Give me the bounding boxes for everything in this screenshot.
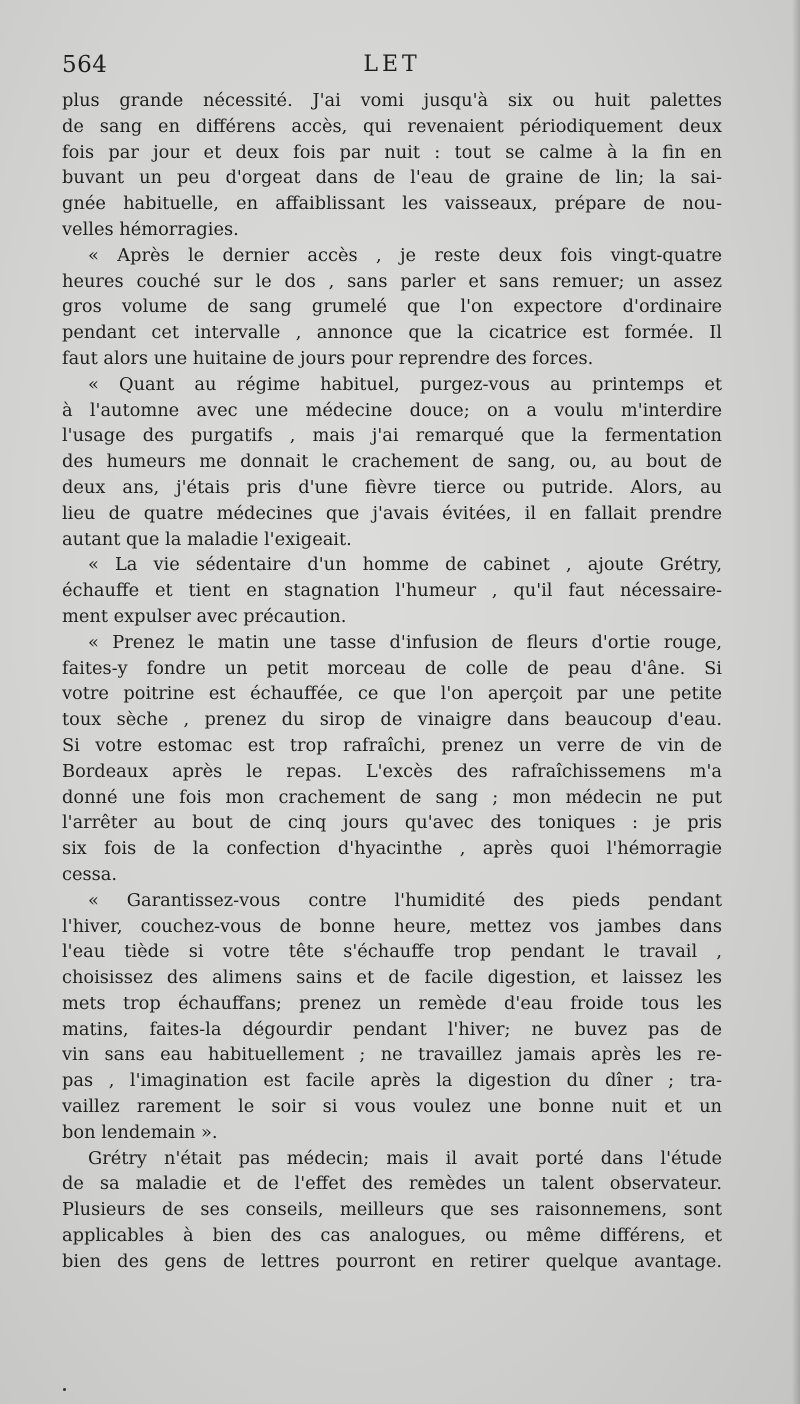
text-line: bon lendemain ».	[62, 1121, 218, 1143]
body-text	[62, 88, 722, 1275]
text-line: toux sèche , prenez du sirop de vinaigre dans beaucoup d'eau.	[62, 709, 722, 731]
text-line: l'eau tiède si votre tête s'échauffe trop pendant le travail ,	[62, 941, 722, 963]
text-line: votre poitrine est échauffée, ce que l'on aperçoit par une petite	[62, 683, 722, 705]
text-line: vin sans eau habituellement ; ne travaillez jamais après les re-	[62, 1044, 722, 1066]
ink-speck	[63, 1388, 66, 1391]
text-line: Si votre estomac est trop rafraîchi, prenez un verre de vin de	[62, 734, 722, 756]
text-line: « Après le dernier accès , je reste deux fois vingt-quatre	[88, 244, 722, 266]
text-line: applicables à bien des cas analogues, ou même différens, et	[62, 1225, 722, 1247]
text-line: fois par jour et deux fois par nuit : tout se calme à la fin en	[62, 141, 722, 163]
text-line: bien des gens de lettres pourront en retirer quelque avantage.	[62, 1250, 722, 1272]
text-line: six fois de la confection d'hyacinthe , après quoi l'hémorragie	[62, 838, 722, 860]
text-line: Grétry n'était pas médecin; mais il avait porté dans l'étude	[88, 1147, 722, 1169]
text-line: lieu de quatre médecines que j'avais évitées, il en fallait prendre	[62, 502, 722, 524]
text-line: vaillez rarement le soir si vous voulez une bonne nuit et un	[62, 1096, 722, 1118]
page-number: 564	[62, 52, 108, 78]
text-line: plus grande nécessité. J'ai vomi jusqu'à six ou huit palettes	[62, 90, 722, 111]
text-line: heures couché sur le dos , sans parler et sans remuer; un assez	[62, 270, 722, 292]
text-line: donné une fois mon crachement de sang ; mon médecin ne put	[62, 786, 722, 808]
text-line: faut alors une huitaine de jours pour reprendre des forces.	[62, 347, 594, 369]
page-header	[62, 52, 722, 86]
text-line: buvant un peu d'orgeat dans de l'eau de graine de lin; la sai-	[62, 167, 722, 189]
text-line: l'hiver, couchez-vous de bonne heure, mettez vos jambes dans	[62, 915, 722, 937]
text-line: de sa maladie et de l'effet des remèdes un talent observateur.	[62, 1173, 722, 1195]
text-line: « Quant au régime habituel, purgez-vous au printemps et	[88, 373, 722, 395]
text-line: l'usage des purgatifs , mais j'ai remarqué que la fermentation	[62, 425, 722, 447]
text-line: des humeurs me donnait le crachement de sang, ou, au bout de	[62, 451, 722, 473]
text-line: « La vie sédentaire d'un homme de cabinet , ajoute Grétry,	[88, 554, 722, 576]
text-line: Bordeaux après le repas. L'excès des rafraîchissemens m'a	[62, 760, 722, 782]
text-line: autant que la maladie l'exigeait.	[62, 528, 352, 550]
text-line: matins, faites-la dégourdir pendant l'hiver; ne buvez pas de	[62, 1018, 722, 1040]
text-line: cessa.	[62, 863, 117, 885]
text-line: « Garantissez-vous contre l'humidité des pieds pendant	[88, 889, 722, 911]
text-line: mets trop échauffans; prenez un remède d'eau froide tous les	[62, 992, 722, 1014]
text-line: deux ans, j'étais pris d'une fièvre tierce ou putride. Alors, au	[62, 476, 722, 498]
text-line: faites-y fondre un petit morceau de colle de peau d'âne. Si	[62, 657, 722, 679]
text-line: gros volume de sang grumelé que l'on expectore d'ordinaire	[62, 296, 722, 318]
text-line: velles hémorragies.	[62, 218, 239, 240]
text-line: pas , l'imagination est facile après la digestion du dîner ; tra-	[62, 1070, 722, 1092]
text-line: gnée habituelle, en affaiblissant les vaisseaux, prépare de nou-	[62, 193, 722, 215]
text-line: « Prenez le matin une tasse d'infusion de fleurs d'ortie rouge,	[88, 631, 722, 653]
page-edge-shadow	[792, 0, 800, 1404]
text-line: choisissez des alimens sains et de facile digestion, et laissez les	[62, 967, 722, 989]
text-line: de sang en différens accès, qui revenaient périodiquement deux	[62, 115, 722, 137]
text-line: à l'automne avec une médecine douce; on a voulu m'interdire	[62, 399, 722, 421]
running-head: LET	[363, 52, 421, 77]
text-line: l'arrêter au bout de cinq jours qu'avec des toniques : je pris	[62, 812, 722, 834]
text-line: pendant cet intervalle , annonce que la cicatrice est formée. Il	[62, 322, 722, 344]
text-line: ment expulser avec précaution.	[62, 605, 347, 627]
text-line: Plusieurs de ses conseils, meilleurs que ses raisonnemens, sont	[62, 1199, 722, 1221]
text-line: échauffe et tient en stagnation l'humeur , qu'il faut nécessaire-	[62, 580, 722, 602]
